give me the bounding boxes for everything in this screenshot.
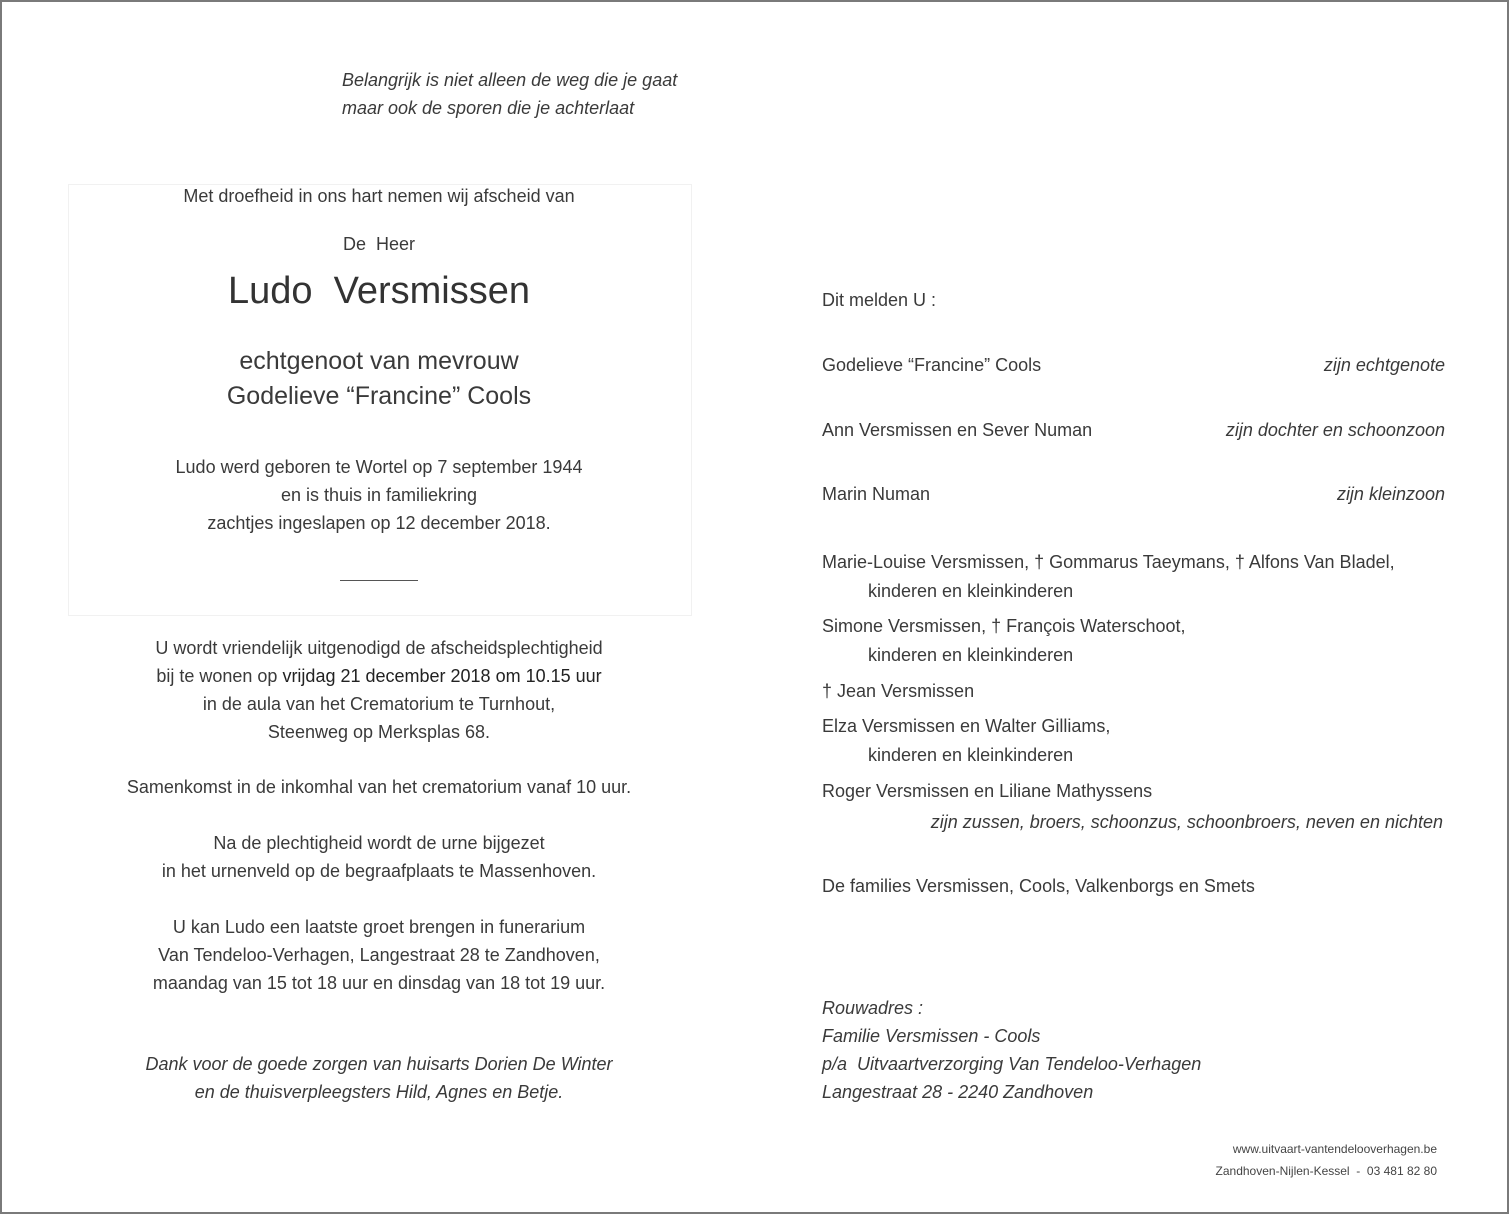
visitation-info [68, 913, 690, 997]
birth-death-info [68, 453, 690, 537]
sibling-sub: kinderen en kleinkinderen [868, 745, 1074, 765]
sibling-entry [822, 677, 974, 706]
address-line-2: p/a Uitvaartverzorging Van Tendeloo-Verhagen [822, 1054, 1202, 1074]
relative-name: Ann Versmissen en Sever Numan [822, 420, 1093, 440]
website-link[interactable]: www.uitvaart-vantendelooverhagen.be [1232, 1142, 1437, 1156]
sibling-main: Marie-Louise Versmissen, † Gommarus Taeymans, † Alfons Van Bladel, [822, 552, 1395, 572]
divider [340, 580, 418, 581]
ceremony-line-3: in de aula van het Crematorium te Turnhout, [202, 694, 556, 714]
ceremony-prefix: bij te wonen op [156, 666, 283, 686]
sibling-sub: kinderen en kleinkinderen [868, 581, 1074, 601]
gathering-info: Samenkomst in de inkomhal van het crematorium vanaf 10 uur. [126, 777, 632, 797]
visitation-line-3: maandag van 15 tot 18 uur en dinsdag van 18 tot 19 uur. [152, 973, 606, 993]
relative-row [822, 355, 1445, 376]
ceremony-date: vrijdag 21 december 2018 om 10.15 uur [282, 666, 602, 686]
urn-line-1: Na de plechtigheid wordt de urne bijgezet [213, 833, 545, 853]
visitation-line-1: U kan Ludo een laatste groet brengen in funerarium [172, 917, 586, 937]
birth-line-3: zachtjes ingeslapen op 12 december 2018. [207, 513, 551, 533]
sibling-entry [822, 777, 1152, 806]
birth-line-1: Ludo werd geboren te Wortel op 7 september 1944 [175, 457, 583, 477]
spouse-line-2: Godelieve “Francine” Cools [226, 382, 532, 410]
thanks-line-2: en de thuisverpleegsters Hild, Agnes en Betje. [194, 1082, 564, 1102]
sibling-entry [822, 712, 1110, 770]
thanks-line-1: Dank voor de goede zorgen van huisarts Dorien De Winter [145, 1054, 613, 1074]
thanks-note [68, 1050, 690, 1106]
sibling-entry [822, 612, 1185, 670]
relative-role: zijn kleinzoon [1336, 484, 1445, 504]
relative-row [822, 484, 1445, 505]
quote [342, 66, 677, 122]
urn-line-2: in het urnenveld op de begraafplaats te Massenhoven. [161, 861, 597, 881]
relative-role: zijn dochter en schoonzoon [1225, 420, 1445, 440]
address-line-3: Langestraat 28 - 2240 Zandhoven [822, 1082, 1094, 1102]
ceremony-line-4: Steenweg op Merksplas 68. [267, 722, 491, 742]
spouse-line-1: echtgenoot van mevrouw [239, 347, 519, 375]
sibling-entry [822, 548, 1395, 606]
relative-name: Godelieve “Francine” Cools [822, 355, 1042, 375]
honorific: De Heer [342, 234, 416, 254]
sibling-sub: kinderen en kleinkinderen [868, 645, 1074, 665]
sibling-main: Roger Versmissen en Liliane Mathyssens [822, 781, 1153, 801]
deceased-name: Ludo Versmissen [227, 270, 531, 312]
quote-line-1: Belangrijk is niet alleen de weg die je gaat [342, 70, 678, 90]
ceremony-info [68, 634, 690, 746]
birth-line-2: en is thuis in familiekring [280, 485, 478, 505]
relative-name: Marin Numan [822, 484, 931, 504]
families-line: De families Versmissen, Cools, Valkenborgs en Smets [822, 876, 1255, 896]
intro-text: Met droefheid in ons hart nemen wij afscheid van [183, 186, 575, 206]
address-label: Rouwadres : [822, 998, 924, 1018]
relative-row [822, 420, 1445, 441]
quote-line-2: maar ook de sporen die je achterlaat [342, 98, 635, 118]
sibling-main: Simone Versmissen, † François Waterschoot, [822, 616, 1186, 636]
ceremony-line-2 [68, 662, 690, 690]
spouse-info [68, 344, 690, 414]
address-line-1: Familie Versmissen - Cools [822, 1026, 1041, 1046]
sibling-main: Elza Versmissen en Walter Gilliams, [822, 716, 1111, 736]
siblings-role: zijn zussen, broers, schoonzus, schoonbroers, neven en nichten [930, 812, 1443, 832]
visitation-line-2: Van Tendeloo-Verhagen, Langestraat 28 te Zandhoven, [158, 945, 600, 965]
mourning-address [822, 994, 1201, 1106]
contact-line: Zandhoven-Nijlen-Kessel - 03 481 82 80 [1215, 1164, 1437, 1178]
funeral-home-footer [1216, 1138, 1437, 1182]
relative-role: zijn echtgenote [1323, 355, 1445, 375]
sibling-main: † Jean Versmissen [822, 681, 975, 701]
urn-info [68, 829, 690, 885]
ceremony-line-1: U wordt vriendelijk uitgenodigd de afscheidsplechtigheid [155, 638, 603, 658]
notify-header: Dit melden U : [822, 290, 937, 310]
